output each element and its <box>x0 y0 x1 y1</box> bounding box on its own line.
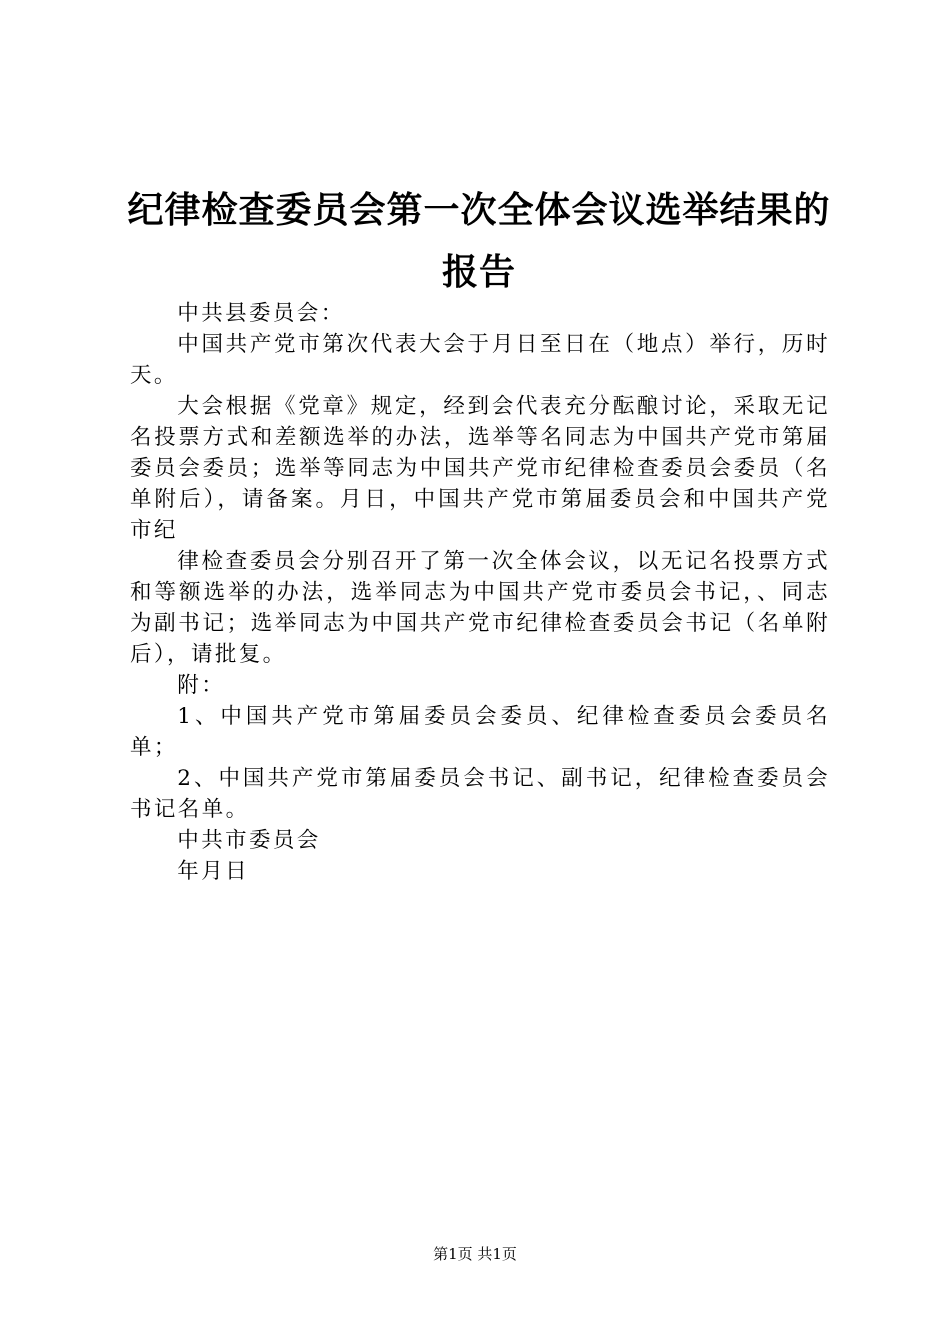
page-footer: 第1页 共1页 <box>433 1245 517 1263</box>
document-title: 纪律检查委员会第一次全体会议选举结果的报告 <box>127 190 831 293</box>
paragraph-election-members: 大会根据《党章》规定，经到会代表充分酝酿讨论，采取无记名投票方式和差额选举的办法，选举等名同志为中国共产党市第届委员会委员；选举等同志为中国共产党市纪律检查委员会委员（名单附后），请备案。月日，中国共产党市第届委员会和中国共产党市纪 <box>130 394 830 543</box>
signature-date: 年月日 <box>177 859 249 884</box>
attachment-item-2: 2、中国共产党市第届委员会书记、副书记，纪律检查委员会书记名单。 <box>130 766 830 822</box>
paragraph-election-secretaries: 律检查委员会分别召开了第一次全体会议，以无记名投票方式和等额选举的办法，选举同志为中国共产党市委员会书记，、同志为副书记；选举同志为中国共产党市纪律检查委员会书记（名单附后），请批复。 <box>130 549 830 667</box>
attachment-heading: 附： <box>177 673 226 698</box>
attachment-item-1: 1、中国共产党市第届委员会委员、纪律检查委员会委员名单； <box>130 704 830 760</box>
salutation: 中共县委员会： <box>177 301 345 326</box>
paragraph-meeting-info: 中国共产党市第次代表大会于月日至日在（地点）举行，历时天。 <box>130 332 830 388</box>
signature-organization: 中共市委员会 <box>177 828 321 853</box>
document-body <box>130 298 830 887</box>
